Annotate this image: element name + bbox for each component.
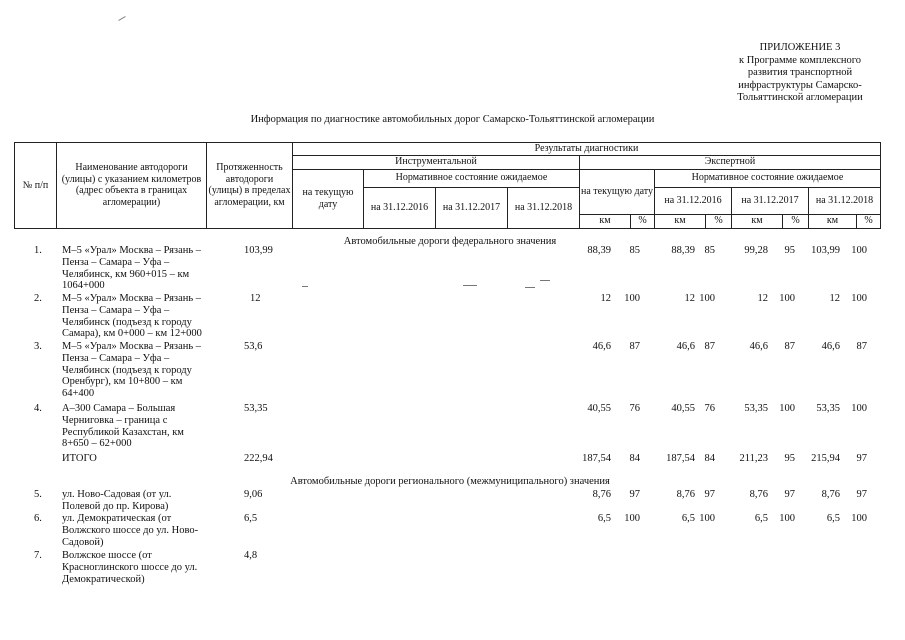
appendix-line: развития транспортной [747, 67, 853, 79]
row-name: ул. Ново-Садовая (от ул. Полевой до пр. Кирова) [62, 489, 172, 512]
header-inst-current: на текущую дату [293, 169, 364, 228]
cell-value: 12 [757, 293, 768, 304]
row-num: 3. [34, 341, 42, 352]
row-name: М–5 «Урал» Москва – Рязань – Пенза – Самара – Уфа – Челябинск, км 960+015 – км 1064+000 [62, 245, 202, 292]
cell-value: 187,54 [666, 453, 695, 464]
appendix-block [715, 42, 885, 105]
cell-value: 76 [704, 403, 715, 414]
scan-speck [463, 285, 477, 286]
row-length: 222,94 [244, 453, 273, 464]
header-instrumental: Инструментальной [293, 155, 580, 169]
cell-value: 100 [779, 403, 795, 414]
cell-value: 6,5 [826, 513, 840, 524]
scan-speck [540, 280, 550, 281]
cell-value: 97 [856, 453, 867, 464]
cell-value: 99,28 [744, 245, 768, 256]
cell-value: 76 [629, 403, 640, 414]
header-exp-expected: Нормативное состояние ожидаемое [655, 169, 881, 187]
cell-value: 12 [829, 293, 840, 304]
header-unit-km: км [655, 214, 706, 228]
row-name: ИТОГО [62, 453, 97, 464]
cell-value: 40,55 [671, 403, 695, 414]
header-name: Наименование автодороги (улицы) с указанием километров (адрес объекта в границах агломерации) [57, 143, 207, 229]
header-results: Результаты диагностики [293, 143, 881, 156]
row-length: 4,8 [244, 550, 258, 561]
cell-value: 46,6 [749, 341, 768, 352]
cell-value: 8,76 [676, 489, 695, 500]
row-name: М–5 «Урал» Москва – Рязань – Пенза – Самара – Уфа – Челябинск (подъезд к городу Оренбург), км 10+800 – км 64+400 [62, 341, 202, 400]
cell-value: 12 [600, 293, 611, 304]
row-num: 4. [34, 403, 42, 414]
header-inst-date: на 31.12.2017 [436, 187, 508, 228]
section-title: Автомобильные дороги федерального значения [343, 236, 557, 247]
cell-value: 6,5 [754, 513, 768, 524]
appendix-line: к Программе комплексного [738, 54, 862, 66]
header-unit-pct: % [706, 214, 732, 228]
row-num: 2. [34, 293, 42, 304]
header-num: № п/п [15, 143, 57, 229]
row-name: ул. Демократическая (от Волжского шоссе до ул. Ново-Садовой) [62, 513, 199, 548]
cell-value: 6,5 [681, 513, 695, 524]
header-unit-km: км [732, 214, 783, 228]
cell-value: 84 [629, 453, 640, 464]
scan-speck [525, 287, 535, 288]
cell-value: 100 [851, 513, 867, 524]
row-num: 5. [34, 489, 42, 500]
cell-value: 46,6 [592, 341, 611, 352]
cell-value: 40,55 [587, 403, 611, 414]
appendix-line: ПРИЛОЖЕНИЕ 3 [759, 42, 841, 53]
cell-value: 100 [779, 513, 795, 524]
row-num: 6. [34, 513, 42, 524]
header-inst-date: на 31.12.2018 [508, 187, 580, 228]
row-name: М–5 «Урал» Москва – Рязань – Пенза – Самара – Уфа – Челябинск (подъезд к городу Самара), км 0+000 – км 12+000 [62, 293, 202, 340]
header-inst-date: на 31.12.2016 [364, 187, 436, 228]
row-name: А–300 Самара – Большая Черниговка – граница с Республикой Казахстан, км 8+650 – 62+000 [62, 403, 184, 450]
cell-value: 187,54 [582, 453, 611, 464]
header-table [14, 142, 881, 229]
cell-value: 97 [784, 489, 795, 500]
section-title: Автомобильные дороги регионального (межмуниципального) значения [290, 476, 610, 487]
header-unit-pct: % [631, 214, 655, 228]
row-length: 6,5 [244, 513, 258, 524]
cell-value: 100 [851, 403, 867, 414]
appendix-line: инфраструктуры Самарско- [738, 79, 862, 91]
document-title: Информация по диагностике автомобильных дорог Самарско-Тольяттинской агломерации [250, 114, 655, 125]
cell-value: 211,23 [739, 453, 768, 464]
cell-value: 95 [784, 245, 795, 256]
header-unit-pct: % [783, 214, 809, 228]
cell-value: 8,76 [592, 489, 611, 500]
cell-value: 97 [629, 489, 640, 500]
cell-value: 88,39 [671, 245, 695, 256]
row-length: 53,35 [244, 403, 268, 414]
cell-value: 97 [704, 489, 715, 500]
row-length: 12 [250, 293, 261, 304]
cell-value: 12 [684, 293, 695, 304]
cell-value: 85 [629, 245, 640, 256]
cell-value: 100 [699, 513, 715, 524]
cell-value: 53,35 [744, 403, 768, 414]
cell-value: 46,6 [821, 341, 840, 352]
cell-value: 100 [699, 293, 715, 304]
header-exp-date: на 31.12.2016 [655, 187, 732, 214]
row-length: 9,06 [244, 489, 263, 500]
scan-speck [302, 286, 308, 287]
row-num: 1. [34, 245, 42, 256]
row-name: Волжское шоссе (от Красноглинского шоссе до ул. Демократической) [62, 550, 198, 585]
row-length: 103,99 [244, 245, 273, 256]
cell-value: 46,6 [676, 341, 695, 352]
header-exp-current: на текущую дату [580, 169, 655, 214]
header-unit-km: км [809, 214, 857, 228]
cell-value: 100 [851, 245, 867, 256]
cell-value: 53,35 [816, 403, 840, 414]
cell-value: 87 [856, 341, 867, 352]
cell-value: 88,39 [587, 245, 611, 256]
cell-value: 100 [624, 513, 640, 524]
scan-speck [118, 16, 125, 21]
cell-value: 84 [704, 453, 715, 464]
cell-value: 100 [624, 293, 640, 304]
row-length: 53,6 [244, 341, 263, 352]
header-exp-date: на 31.12.2018 [809, 187, 881, 214]
header-unit-pct: % [857, 214, 881, 228]
cell-value: 8,76 [749, 489, 768, 500]
cell-value: 87 [784, 341, 795, 352]
cell-value: 85 [704, 245, 715, 256]
header-unit-km: км [580, 214, 631, 228]
cell-value: 100 [851, 293, 867, 304]
cell-value: 100 [779, 293, 795, 304]
cell-value: 95 [784, 453, 795, 464]
header-inst-expected: Нормативное состояние ожидаемое [364, 169, 580, 187]
cell-value: 87 [704, 341, 715, 352]
cell-value: 97 [856, 489, 867, 500]
cell-value: 103,99 [811, 245, 840, 256]
cell-value: 87 [629, 341, 640, 352]
row-num: 7. [34, 550, 42, 561]
header-exp-date: на 31.12.2017 [732, 187, 809, 214]
header-length: Протяженность автодороги (улицы) в пределах агломерации, км [207, 143, 293, 229]
appendix-line: Тольяттинской агломерации [737, 92, 863, 104]
cell-value: 215,94 [811, 453, 840, 464]
header-expert: Экспертной [580, 155, 881, 169]
cell-value: 6,5 [597, 513, 611, 524]
cell-value: 8,76 [821, 489, 840, 500]
